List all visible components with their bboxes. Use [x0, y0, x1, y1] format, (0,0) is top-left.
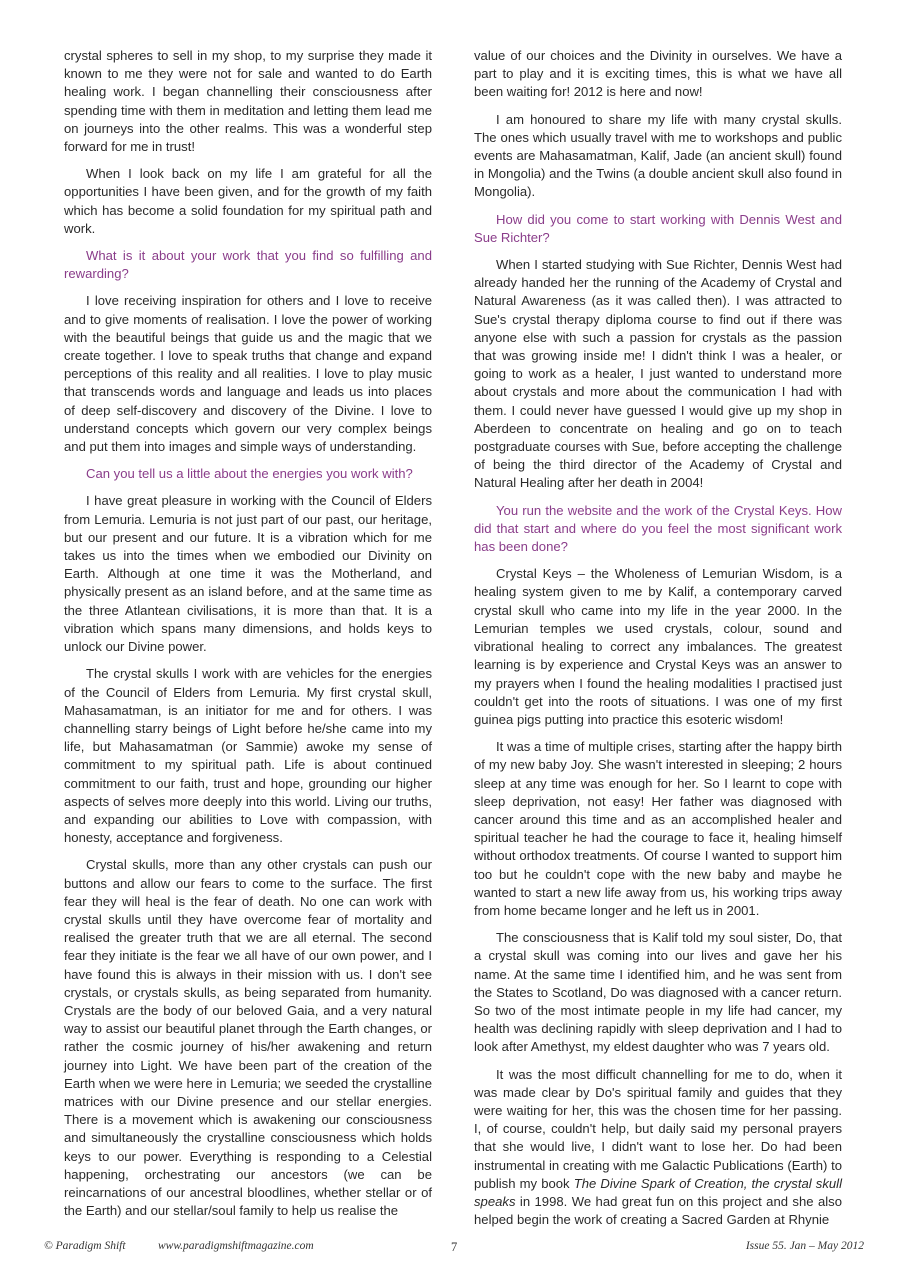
body-paragraph: I have great pleasure in working with the Council of Elders from Lemuria. Lemuria is not just part of our past, our heritage, but our present and our future. It is a vibration which for me takes us into the times when we embodied our Divinity on Earth. Although at one time it was the Motherland, and physically present as an island before, and at the same time as the three Atlantean civilisations, it is more than that. It is a vibration which spans many dimensions, and holds keys to unlock our Divine power. [64, 493, 432, 655]
body-paragraph: It was a time of multiple crises, starting after the happy birth of my new baby Joy. She wasn't interested in sleeping; 2 hours sleep at any time was enough for her. So I learnt to cope with sleep deprivation, not easy! Her father was diagnosed with cancer around this time and as an accomplished healer and spiritual teacher he had the courage to face it, healing himself without orthodox treatments. Of course I wanted to support him too but he couldn't cope with the new baby and maybe he wanted to start a new life away from us, his working trips away from home became longer and he left us in 2001. [474, 739, 842, 918]
page-footer [44, 1240, 864, 1258]
footer-issue: Issue 55. Jan – May 2012 [745, 1240, 864, 1252]
body-paragraph: crystal spheres to sell in my shop, to my surprise they made it known to me they were not for sale and wanted to do Earth healing work. I began channelling their consciousness after spending time with them in meditation and letting them lead me on journeys into the other realms. This was a wonderful step forward for me in trust! [64, 48, 432, 155]
book-title: The Divine Spark of Creation, the crystal skull speaks [474, 1175, 842, 1209]
body-paragraph [474, 1066, 842, 1230]
right-column [474, 47, 842, 1238]
body-paragraph: When I look back on my life I am grateful for all the opportunities I have been given, and for the growth of my faith which has become a solid foundation for my spiritual path and work. [64, 166, 432, 236]
footer-website: www.paradigmshiftmagazine.com [158, 1240, 314, 1252]
interview-question: You run the website and the work of the Crystal Keys. How did that start and where do you feel the most significant work has been done? [474, 502, 842, 555]
body-paragraph: I love receiving inspiration for others and I love to receive and to give moments of realisation. I love the power of working with the beautiful beings that guide us and the magic that we create together. I love to speak truths that change and expand perceptions of this reality and all realities. I love to play music that transcends words and language and leads us into places of deep self-discovery and discovery of the Divine. I love to understand concepts which govern our very complex beings and put them into images and simple ways of understanding. [64, 293, 432, 455]
interview-question: Can you tell us a little about the energies you work with? [86, 466, 413, 482]
interview-question: What is it about your work that you find so fulfilling and rewarding? [64, 248, 432, 282]
left-column [64, 47, 432, 1229]
body-paragraph: When I started studying with Sue Richter, Dennis West had already handed her the running of the Academy of Crystal and Natural Awareness (as it was called then). I was attracted to Sue's crystal therapy diploma course to find out if there was anyone else with such a passion for crystals as the passion that was growing inside me! I didn't think I was a healer, or going to work as a healer, I just wanted to understand more about crystals and more about the communication I had with them. I could never have guessed I would give up my shop in Aberdeen to concentrate on healing and go on to teach postgraduate courses with Sue, before accepting the challenge of being the third director of the Academy of Crystal and Natural Healing after her death in 2004! [474, 257, 842, 491]
body-paragraph: value of our choices and the Divinity in ourselves. We have a part to play and it is exciting times, this is what we have all been waiting for! 2012 is here and now! [474, 48, 842, 100]
paragraph-text: It was the most difficult channelling for me to do, when it was made clear by Do's spiritual family and guides that they were waiting for her, this was the chosen time for her passing. I, of course, couldn't help, but daily said my personal prayers that she would live, I didn't want to lose her. Do had been instrumental in creating with me Galactic Publications (Earth) to publish my book [474, 1066, 842, 1191]
paragraph-text: in 1998. We had great fun on this project and she also helped begin the work of creating a Sacred Garden at Rhynie [474, 1193, 842, 1228]
page-number: 7 [451, 1240, 458, 1254]
footer-copyright: © Paradigm Shift [44, 1240, 126, 1252]
body-paragraph: The consciousness that is Kalif told my soul sister, Do, that a crystal skull was coming into our lives and gave her his name. At the same time I identified him, and he was sent from the States to Scotland, Do was diagnosed with a cancer return. So two of the most intimate people in my life had cancer, my health was declining rapidly with sleep deprivation and I had to look after Amethyst, my eldest daughter who was 7 years old. [474, 930, 842, 1055]
body-paragraph: Crystal Keys – the Wholeness of Lemurian Wisdom, is a healing system given to me by Kalif, a contemporary carved crystal skull who came into my life in the year 2000. In the Lemurian temples we used crystals, colour, sound and vibrational healing to correct any imbalances. The greatest learning is by experience and Crystal Keys was an answer to my prayers when I found the healing modalities I practised just couldn't get into the roots of situations. I was one of my first guinea pigs putting into practice this esoteric wisdom! [474, 566, 842, 727]
interview-question: How did you come to start working with Dennis West and Sue Richter? [474, 211, 842, 245]
body-paragraph: The crystal skulls I work with are vehicles for the energies of the Council of Elders from Lemuria. My first crystal skull, Mahasamatman, is an initiator for me and for others. I was channelling starry beings of Light before he/she came into my life, but Mahasamatman (or Sammie) awoke my sense of commitment to my spiritual path. Life is about continued commitment to our faith, trust and hope, grounding our higher aspects of selves more deeply into this world. Living our truths, and expanding our abilities to Love with compassion, with honesty, acceptance and forgiveness. [64, 666, 432, 846]
body-paragraph: Crystal skulls, more than any other crystals can push our buttons and allow our fears to come to the surface. The first fear they will heal is the fear of death. No one can work with crystal skulls until they have overcome fear of mortality and realised the greater truth that we are all eternal. The second fear they initiate is the fear we all have of our own power, and I have found this is always in their mission with us. I don't see crystals, or crystals skulls, as being separated from humanity. Crystals are the body of our beloved Gaia, and a very natural way to assist our beautiful planet through the Earth changes, or rather the cosmic journey of his/her awakening and return journey into Light. We have been part of the creation of the Earth when we were here in Lemuria; we seeded the crystalline matrices with our Divine presence and our stellar energies. There is a movement which is awakening our consciousness and simultaneously the crystalline consciousness which holds keys to our power. Everything is responding to a Celestial happening, orchestrating our ancestors (we can be reincarnations of our ancestral bloodlines, whether stellar or of the Earth) and our stellar/soul family to help us realise the [64, 857, 432, 1219]
body-paragraph: I am honoured to share my life with many crystal skulls. The ones which usually travel with me to workshops and public events are Mahasamatman, Kalif, Jade (an ancient skull) found in Mongolia) and the Twins (a double ancient skull also found in Mongolia). [474, 111, 842, 200]
